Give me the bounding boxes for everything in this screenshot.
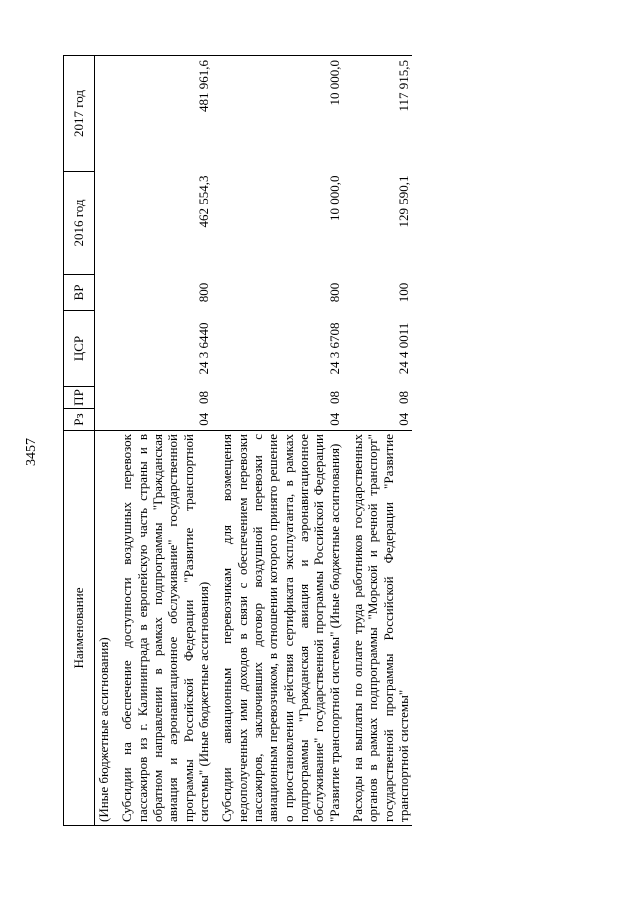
table-row: [95, 56, 113, 826]
table-row: [118, 56, 212, 826]
rotated-page-content: [63, 56, 593, 826]
header-year-2017: 2017 год: [64, 56, 95, 172]
row-rz: 04: [395, 412, 411, 426]
row-csr: 24 3 6708: [326, 322, 342, 375]
row-2017: [95, 56, 113, 172]
row-2017: 10 000,0: [218, 56, 343, 172]
header-csr: ЦСР: [64, 311, 95, 387]
row-2016: 129 590,1: [395, 175, 411, 228]
row-vr: [95, 275, 113, 311]
row-vr: 800: [326, 282, 342, 303]
row-name: Субсидии авиационным перевозчикам для возмещения недополученных ими доходов в связи с обеспечением перевозки пассажиров, заключивших договор воздушной перевозки с авиационным перевозчиком, в отношении которого принято решение о приостановлении действия сертификата эксплуатанта, в рамках подпрограммы "Гражданская авиация и аэронавигационное обслуживание" государственной программы Российской Федерации "Развитие транспортной системы" (Иные бюджетные ассигнования): [218, 431, 343, 826]
table-header-row: [64, 56, 95, 826]
table-row: [349, 56, 412, 826]
row-pr: 08: [195, 391, 211, 404]
row-vr: 800: [195, 282, 211, 303]
row-csr: [95, 311, 113, 387]
row-csr: 24 4 0011: [395, 322, 411, 375]
row-2016: 462 554,3: [195, 175, 211, 228]
row-rz: 04: [195, 412, 211, 426]
row-2017: 117 915,5: [349, 56, 412, 172]
row-pr: 08: [395, 391, 411, 404]
row-vr: 100: [395, 282, 411, 303]
header-year-2016: 2016 год: [64, 172, 95, 275]
row-2017: 481 961,6: [118, 56, 212, 172]
row-name: (Иные бюджетные ассигнования): [95, 431, 113, 826]
header-name: Наименование: [64, 431, 95, 826]
row-csr: 24 3 6440: [195, 322, 211, 375]
table-row: [218, 56, 343, 826]
page-number: 3457: [24, 438, 39, 466]
row-pr: [95, 387, 113, 409]
row-rz: [95, 409, 113, 431]
row-2016: [95, 172, 113, 275]
budget-table: [63, 55, 412, 826]
row-2016: 10 000,0: [326, 175, 342, 221]
row-rz: 04: [326, 412, 342, 426]
header-rz: Рз: [64, 409, 95, 431]
row-name: Расходы на выплаты по оплате труда работников государственных органов в рамках подпрограммы "Морской и речной транспорт" государственной программы Российской Федерации "Развитие транспортной системы": [349, 431, 412, 826]
row-pr: 08: [326, 391, 342, 404]
header-pr: ПР: [64, 387, 95, 409]
row-name: Субсидии на обеспечение доступности воздушных перевозок пассажиров из г. Калининграда в европейскую часть страны и в обратном направлении в рамках подпрограммы "Гражданская авиация и аэронавигационное обслуживание" государственной программы Российской Федерации "Развитие транспортной системы" (Иные бюджетные ассигнования): [118, 431, 212, 826]
header-vr: ВР: [64, 275, 95, 311]
